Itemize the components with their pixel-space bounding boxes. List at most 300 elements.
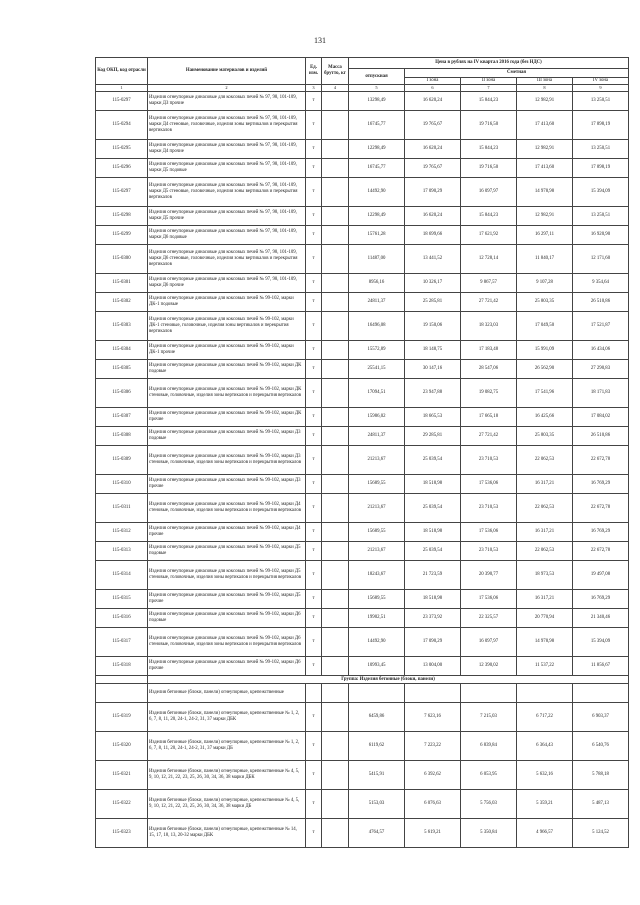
row-wholesale-price: 18243,67 bbox=[349, 561, 405, 590]
row-zone-4-price: 5 124,52 bbox=[573, 819, 629, 848]
row-name: Изделия огнеупорные динасовые для коксовых печей № 99-102, марки Д6 подовые bbox=[148, 609, 306, 628]
row-zone-1-price: 17 090,29 bbox=[405, 178, 461, 207]
table-row bbox=[96, 312, 629, 341]
col-index: 2 bbox=[148, 85, 306, 92]
row-mass bbox=[322, 523, 349, 542]
row-code: 115-0303 bbox=[96, 312, 148, 341]
row-zone-1-price: 23 947,88 bbox=[405, 379, 461, 408]
row-zone-1-price: 17 090,29 bbox=[405, 628, 461, 657]
table-row bbox=[96, 590, 629, 609]
row-mass bbox=[322, 159, 349, 178]
row-zone-1-price: 25 285,81 bbox=[405, 293, 461, 312]
row-code: 115-0308 bbox=[96, 427, 148, 446]
row-mass bbox=[322, 684, 349, 703]
row-code: 115-0311 bbox=[96, 494, 148, 523]
row-zone-1-price: 13 441,52 bbox=[405, 245, 461, 274]
table-row bbox=[96, 732, 629, 761]
row-mass bbox=[322, 178, 349, 207]
row-code: 115-0316 bbox=[96, 609, 148, 628]
row-code: 115-0315 bbox=[96, 590, 148, 609]
row-name: Изделия бетонные (блоки, панели) огнеупорные, крепежственные № 1, 2, 6, 7, 8, 11, 20, 24-1, 24-2, 31, 37 марки ДБ bbox=[148, 732, 306, 761]
row-name: Изделия огнеупорные динасовые для коксовых печей № 99-102, марки Д4 стеновые, головочные, изделия зоны вертикалов и перекрытия вертикалов bbox=[148, 494, 306, 523]
row-name: Изделия огнеупорные динасовые для коксовых печей № 97, 98, 101-109, марки Д5 прочие bbox=[148, 207, 306, 226]
row-wholesale-price: 4764,57 bbox=[349, 819, 405, 848]
row-zone-4-price: 15 394,09 bbox=[573, 178, 629, 207]
row-name: Изделия огнеупорные динасовые для коксовых печей № 97, 98, 101-109, марки Д6 прочие bbox=[148, 274, 306, 293]
row-code: 115-0299 bbox=[96, 226, 148, 245]
row-code: 115-0294 bbox=[96, 111, 148, 140]
table-row bbox=[96, 379, 629, 408]
table-body bbox=[96, 92, 629, 848]
row-name: Изделия огнеупорные динасовые для коксовых печей № 97, 98, 101-109, марки ДЗ прочие bbox=[148, 92, 306, 111]
row-zone-2-price: 6 053,95 bbox=[461, 761, 517, 790]
row-code: 115-0305 bbox=[96, 360, 148, 379]
row-zone-1-price: 25 039,54 bbox=[405, 542, 461, 561]
row-zone-1-price: 29 285,81 bbox=[405, 427, 461, 446]
col-index: 9 bbox=[573, 85, 629, 92]
header-zone-3: III зона bbox=[517, 78, 573, 85]
table-row bbox=[96, 360, 629, 379]
row-zone-2-price: 15 844,23 bbox=[461, 207, 517, 226]
row-unit: т bbox=[306, 293, 322, 312]
column-index-row bbox=[96, 85, 629, 92]
row-name: Изделия огнеупорные динасовые для коксовых печей № 99-102, марки ДК-1 прочие bbox=[148, 341, 306, 360]
row-name: Изделия огнеупорные динасовые для коксовых печей № 99-102, марки Д5 прочие bbox=[148, 590, 306, 609]
row-zone-2-price: 17 621,92 bbox=[461, 226, 517, 245]
row-wholesale-price: 6119,62 bbox=[349, 732, 405, 761]
row-zone-3-price: 17 541,96 bbox=[517, 379, 573, 408]
row-mass bbox=[322, 790, 349, 819]
row-mass bbox=[322, 628, 349, 657]
row-zone-4-price: 26 510,86 bbox=[573, 293, 629, 312]
row-name: Изделия огнеупорные динасовые для коксовых печей № 99-102, марки ДК-1 подовые bbox=[148, 293, 306, 312]
row-name: Изделия огнеупорные динасовые для коксовых печей № 99-102, марки Д3 прочие bbox=[148, 475, 306, 494]
row-mass bbox=[322, 819, 349, 848]
row-zone-2-price: 18 323,03 bbox=[461, 312, 517, 341]
row-mass bbox=[322, 657, 349, 676]
header-unit: Ед. изм. bbox=[306, 58, 322, 85]
price-table bbox=[95, 57, 629, 848]
row-zone-4-price: 5 788,18 bbox=[573, 761, 629, 790]
row-zone-3-price: 6 717,22 bbox=[517, 703, 573, 732]
row-zone-3-price: 14 978,98 bbox=[517, 178, 573, 207]
row-name: Изделия огнеупорные динасовые для коксовых печей № 99-102, марки ДК подовые bbox=[148, 360, 306, 379]
row-mass bbox=[322, 761, 349, 790]
table-row bbox=[96, 245, 629, 274]
row-code: 115-0318 bbox=[96, 657, 148, 676]
col-index: 7 bbox=[461, 85, 517, 92]
row-unit: т bbox=[306, 819, 322, 848]
row-mass bbox=[322, 408, 349, 427]
row-code: 115-0310 bbox=[96, 475, 148, 494]
row-code: 115-0301 bbox=[96, 274, 148, 293]
row-zone-1-price: 6 076,63 bbox=[405, 790, 461, 819]
row-zone-1-price: 16 620,24 bbox=[405, 140, 461, 159]
row-code: 115-0307 bbox=[96, 408, 148, 427]
row-zone-4-price: 6 903,37 bbox=[573, 703, 629, 732]
row-name: Изделия огнеупорные динасовые для коксовых печей № 99-102, марки ДК-1 стеновые, головочные, изделия зоны вертикалов и перекрытия вертикалов bbox=[148, 312, 306, 341]
row-unit: т bbox=[306, 207, 322, 226]
col-index: 1 bbox=[96, 85, 148, 92]
row-zone-2-price: 17 536,06 bbox=[461, 590, 517, 609]
row-zone-2-price: 17 536,06 bbox=[461, 523, 517, 542]
row-unit: т bbox=[306, 590, 322, 609]
table-row bbox=[96, 542, 629, 561]
row-code: 115-0298 bbox=[96, 207, 148, 226]
table-row bbox=[96, 226, 629, 245]
row-code: 115-0319 bbox=[96, 703, 148, 732]
table-row bbox=[96, 609, 629, 628]
row-zone-2-price: 17 665,18 bbox=[461, 408, 517, 427]
row-code bbox=[96, 684, 148, 703]
row-mass bbox=[322, 245, 349, 274]
table-row bbox=[96, 408, 629, 427]
row-zone-1-price: 7 623,16 bbox=[405, 703, 461, 732]
row-zone-2-price: 23 710,53 bbox=[461, 446, 517, 475]
row-zone-4-price: 15 394,09 bbox=[573, 628, 629, 657]
header-zone-1: I зона bbox=[405, 78, 461, 85]
table-row bbox=[96, 92, 629, 111]
table-row bbox=[96, 703, 629, 732]
row-unit: т bbox=[306, 761, 322, 790]
table-row bbox=[96, 159, 629, 178]
row-zone-4-price: 16 434,06 bbox=[573, 341, 629, 360]
row-unit: т bbox=[306, 475, 322, 494]
row-zone-3-price: 16 317,21 bbox=[517, 475, 573, 494]
row-unit: т bbox=[306, 379, 322, 408]
row-name: Изделия огнеупорные динасовые для коксовых печей № 99-102, марки Д6 прочие bbox=[148, 657, 306, 676]
row-mass bbox=[322, 703, 349, 732]
table-row bbox=[96, 684, 629, 703]
row-wholesale-price: 21213,67 bbox=[349, 446, 405, 475]
row-code: 115-0314 bbox=[96, 561, 148, 590]
row-zone-3-price: 16 425,66 bbox=[517, 408, 573, 427]
row-zone-2-price: 20 390,77 bbox=[461, 561, 517, 590]
row-code: 115-0323 bbox=[96, 819, 148, 848]
row-zone-4-price: 18 171,83 bbox=[573, 379, 629, 408]
row-unit: т bbox=[306, 159, 322, 178]
row-mass bbox=[322, 140, 349, 159]
table-row bbox=[96, 561, 629, 590]
row-zone-2-price: 16 097,97 bbox=[461, 178, 517, 207]
row-zone-1-price: 21 723,59 bbox=[405, 561, 461, 590]
row-unit: т bbox=[306, 274, 322, 293]
row-zone-2-price: 19 082,75 bbox=[461, 379, 517, 408]
table-row bbox=[96, 446, 629, 475]
row-unit: т bbox=[306, 111, 322, 140]
row-unit: т bbox=[306, 657, 322, 676]
row-wholesale-price: 15572,89 bbox=[349, 341, 405, 360]
row-zone-3-price: 22 062,53 bbox=[517, 494, 573, 523]
row-zone-3-price: 16 297,11 bbox=[517, 226, 573, 245]
row-wholesale-price: 17094,51 bbox=[349, 379, 405, 408]
row-wholesale-price: 19902,51 bbox=[349, 609, 405, 628]
row-zone-2-price: 12 390,02 bbox=[461, 657, 517, 676]
row-zone-3-price: 26 562,90 bbox=[517, 360, 573, 379]
table-row bbox=[96, 790, 629, 819]
row-zone-1-price: 18 699,66 bbox=[405, 226, 461, 245]
row-name: Изделия огнеупорные динасовые для коксовых печей № 99-102, марки Д5 стеновые, головочные, изделия зоны вертикалов и перекрытия вертикалов bbox=[148, 561, 306, 590]
row-zone-3-price: 4 966,57 bbox=[517, 819, 573, 848]
row-zone-3-price: 6 364,43 bbox=[517, 732, 573, 761]
col-index: 3 bbox=[306, 85, 322, 92]
row-zone-4-price: 19 497,08 bbox=[573, 561, 629, 590]
row-name: Изделия бетонные (блоки, панели) огнеупорные, крепежственные № 4, 5, 9, 10, 12, 21, 22, 23, 25, 26, 30, 34, 36, 38 марки ДБК bbox=[148, 761, 306, 790]
row-mass bbox=[322, 494, 349, 523]
row-unit: т bbox=[306, 427, 322, 446]
row-wholesale-price: 15986,02 bbox=[349, 408, 405, 427]
row-zone-1-price: 10 326,17 bbox=[405, 274, 461, 293]
row-mass bbox=[322, 312, 349, 341]
row-zone-3-price: 18 973,53 bbox=[517, 561, 573, 590]
row-code: 115-0297 bbox=[96, 92, 148, 111]
row-name: Изделия огнеупорные динасовые для коксовых печей № 99-102, марки Д3 подовые bbox=[148, 427, 306, 446]
row-unit: т bbox=[306, 494, 322, 523]
row-zone-1-price: 25 039,54 bbox=[405, 446, 461, 475]
row-code: 115-0313 bbox=[96, 542, 148, 561]
header-zone-2: II зона bbox=[461, 78, 517, 85]
row-mass bbox=[322, 111, 349, 140]
row-zone-3-price: 12 982,91 bbox=[517, 207, 573, 226]
row-zone-1-price: 18 518,98 bbox=[405, 475, 461, 494]
row-unit: т bbox=[306, 703, 322, 732]
row-wholesale-price: 8956,16 bbox=[349, 274, 405, 293]
row-wholesale-price: 5153,03 bbox=[349, 790, 405, 819]
row-zone-4-price: 22 672,78 bbox=[573, 494, 629, 523]
row-zone-2-price: 7 215,03 bbox=[461, 703, 517, 732]
row-zone-4-price: 22 672,78 bbox=[573, 542, 629, 561]
row-unit: т bbox=[306, 790, 322, 819]
row-zone-4-price: 22 672,78 bbox=[573, 446, 629, 475]
table-row bbox=[96, 178, 629, 207]
row-code: 115-0296 bbox=[96, 159, 148, 178]
page-number: 131 bbox=[314, 36, 326, 45]
row-wholesale-price: 6459,86 bbox=[349, 703, 405, 732]
row-zone-1-price: 5 619,21 bbox=[405, 819, 461, 848]
row-wholesale-price: 5415,91 bbox=[349, 761, 405, 790]
row-unit: т bbox=[306, 628, 322, 657]
group-row bbox=[96, 676, 629, 684]
row-unit: т bbox=[306, 408, 322, 427]
row-zone-1-price: 18 518,98 bbox=[405, 590, 461, 609]
row-unit: т bbox=[306, 178, 322, 207]
row-zone-4-price: 27 290,83 bbox=[573, 360, 629, 379]
row-code: 115-0312 bbox=[96, 523, 148, 542]
row-wholesale-price: 12298,49 bbox=[349, 140, 405, 159]
row-zone-3-price: 12 982,91 bbox=[517, 92, 573, 111]
row-name: Изделия огнеупорные динасовые для коксовых печей № 99-102, марки ДК стеновые, головочные, изделия зоны вертикалов и перекрытия вертикалов bbox=[148, 379, 306, 408]
row-zone-2-price: 17 536,06 bbox=[461, 475, 517, 494]
row-mass bbox=[322, 609, 349, 628]
row-zone-2-price: 27 721,42 bbox=[461, 427, 517, 446]
row-zone-3-price: 5 632,16 bbox=[517, 761, 573, 790]
row-zone-3-price: 11 537,22 bbox=[517, 657, 573, 676]
row-zone-1-price: 30 147,16 bbox=[405, 360, 461, 379]
table-row bbox=[96, 207, 629, 226]
row-wholesale-price: 14492,90 bbox=[349, 628, 405, 657]
row-code: 115-0317 bbox=[96, 628, 148, 657]
row-code: 115-0300 bbox=[96, 245, 148, 274]
row-wholesale-price: 16496,08 bbox=[349, 312, 405, 341]
row-zone-2-price: 22 325,57 bbox=[461, 609, 517, 628]
row-code: 115-0297 bbox=[96, 178, 148, 207]
table-row bbox=[96, 111, 629, 140]
row-zone-4-price: 16 769,29 bbox=[573, 590, 629, 609]
row-code: 115-0302 bbox=[96, 293, 148, 312]
row-zone-3-price: 22 062,53 bbox=[517, 446, 573, 475]
row-zone-3-price: 14 978,98 bbox=[517, 628, 573, 657]
row-zone-4-price: 17 898,19 bbox=[573, 159, 629, 178]
row-mass bbox=[322, 360, 349, 379]
header-code: Код ОКП, код отрасли bbox=[96, 58, 148, 85]
row-zone-4-price: 16 769,29 bbox=[573, 475, 629, 494]
header-zone-4: IV зона bbox=[573, 78, 629, 85]
row-name: Изделия огнеупорные динасовые для коксовых печей № 97, 98, 101-109, марки Д4 прочие bbox=[148, 140, 306, 159]
row-zone-2-price: 23 710,53 bbox=[461, 542, 517, 561]
col-index: 4 bbox=[322, 85, 349, 92]
row-mass bbox=[322, 475, 349, 494]
col-index: 5 bbox=[349, 85, 405, 92]
row-unit: т bbox=[306, 609, 322, 628]
row-wholesale-price: 21213,67 bbox=[349, 494, 405, 523]
header-wholesale: отпускная bbox=[349, 69, 405, 85]
row-zone-1-price: 16 620,24 bbox=[405, 207, 461, 226]
row-zone-1-price: 19 765,67 bbox=[405, 111, 461, 140]
row-zone-4-price: 9 354,64 bbox=[573, 274, 629, 293]
row-code: 115-0321 bbox=[96, 761, 148, 790]
row-wholesale-price: 16745,77 bbox=[349, 159, 405, 178]
row-unit: т bbox=[306, 226, 322, 245]
row-zone-4-price: 17 084,02 bbox=[573, 408, 629, 427]
row-zone-4-price: 16 920,90 bbox=[573, 226, 629, 245]
row-zone-4-price: 13 250,51 bbox=[573, 92, 629, 111]
row-mass bbox=[322, 293, 349, 312]
row-mass bbox=[322, 590, 349, 609]
row-name: Изделия огнеупорные динасовые для коксовых печей № 97, 98, 101-109, марки Д6 стеновые, головочные, изделия зоны вертикалов и перекрытия вертикалов bbox=[148, 245, 306, 274]
row-zone-3-price: 25 803,35 bbox=[517, 293, 573, 312]
row-unit bbox=[306, 684, 322, 703]
row-wholesale-price: 15761,28 bbox=[349, 226, 405, 245]
row-wholesale-price: 15689,55 bbox=[349, 475, 405, 494]
row-zone-4-price: 21 340,46 bbox=[573, 609, 629, 628]
row-name: Изделия бетонные (блоки, панели) огнеупорные, крепежственные bbox=[148, 684, 306, 703]
row-mass bbox=[322, 226, 349, 245]
row-name: Изделия огнеупорные динасовые для коксовых печей № 97, 98, 101-109, марки Д5 стеновые, головочные, изделия зоны вертикалов и перекрытия вертикалов bbox=[148, 178, 306, 207]
row-code: 115-0304 bbox=[96, 341, 148, 360]
row-wholesale-price: 12298,49 bbox=[349, 207, 405, 226]
row-zone-3-price: 16 317,21 bbox=[517, 590, 573, 609]
row-wholesale-price: 24811,37 bbox=[349, 427, 405, 446]
row-code: 115-0320 bbox=[96, 732, 148, 761]
row-zone-3-price: 17 413,60 bbox=[517, 111, 573, 140]
row-name: Изделия огнеупорные динасовые для коксовых печей № 99-102, марки Д4 прочие bbox=[148, 523, 306, 542]
row-zone-4-price: 13 250,51 bbox=[573, 140, 629, 159]
row-wholesale-price: 14492,90 bbox=[349, 178, 405, 207]
row-unit: т bbox=[306, 312, 322, 341]
col-index: 8 bbox=[517, 85, 573, 92]
row-zone-3-price: 22 062,53 bbox=[517, 542, 573, 561]
row-code: 115-0309 bbox=[96, 446, 148, 475]
row-zone-2-price: 12 728,14 bbox=[461, 245, 517, 274]
row-zone-1-price: 18 665,53 bbox=[405, 408, 461, 427]
row-mass bbox=[322, 92, 349, 111]
row-name: Изделия бетонные (блоки, панели) огнеупорные, крепежственные № 4, 5, 9, 10, 12, 21, 22, 23, 25, 26, 30, 34, 36, 38 марки ДБ bbox=[148, 790, 306, 819]
row-mass bbox=[322, 427, 349, 446]
row-name: Изделия огнеупорные динасовые для коксовых печей № 99-102, марки Д6 стеновые, головочные, изделия зоны вертикалов и перекрытия вертикалов bbox=[148, 628, 306, 657]
row-unit: т bbox=[306, 140, 322, 159]
row-name: Изделия огнеупорные динасовые для коксовых печей № 99-102, марки ДК прочие bbox=[148, 408, 306, 427]
row-unit: т bbox=[306, 542, 322, 561]
row-zone-1-price bbox=[405, 684, 461, 703]
row-mass bbox=[322, 732, 349, 761]
row-unit: т bbox=[306, 245, 322, 274]
table-row bbox=[96, 293, 629, 312]
row-wholesale-price: 21213,67 bbox=[349, 542, 405, 561]
row-zone-3-price: 12 982,91 bbox=[517, 140, 573, 159]
header-name: Наименование материалов и изделий bbox=[148, 58, 306, 85]
row-zone-2-price: 17 183,48 bbox=[461, 341, 517, 360]
row-zone-3-price: 15 991,09 bbox=[517, 341, 573, 360]
row-zone-3-price: 20 770,94 bbox=[517, 609, 573, 628]
header-mass: Масса брутто, кг bbox=[322, 58, 349, 85]
row-mass bbox=[322, 379, 349, 408]
row-unit: т bbox=[306, 523, 322, 542]
row-code: 115-0295 bbox=[96, 140, 148, 159]
table-row bbox=[96, 475, 629, 494]
row-wholesale-price: 15689,55 bbox=[349, 590, 405, 609]
row-zone-1-price: 16 620,24 bbox=[405, 92, 461, 111]
row-zone-2-price: 16 097,97 bbox=[461, 628, 517, 657]
row-zone-2-price: 28 547,06 bbox=[461, 360, 517, 379]
header-price-group: Цена в рублях на IV квартал 2016 года (без НДС) bbox=[349, 58, 629, 69]
table-row bbox=[96, 341, 629, 360]
row-name: Изделия огнеупорные динасовые для коксовых печей № 97, 98, 101-109, марки Д6 подовые bbox=[148, 226, 306, 245]
row-unit: т bbox=[306, 341, 322, 360]
row-zone-4-price: 16 769,29 bbox=[573, 523, 629, 542]
row-wholesale-price: 13298,49 bbox=[349, 92, 405, 111]
row-unit: т bbox=[306, 360, 322, 379]
row-mass bbox=[322, 561, 349, 590]
row-zone-3-price: 16 317,21 bbox=[517, 523, 573, 542]
row-name: Изделия огнеупорные динасовые для коксовых печей № 97, 98, 101-109, марки Д5 подовые bbox=[148, 159, 306, 178]
row-zone-1-price: 18 148,75 bbox=[405, 341, 461, 360]
row-zone-2-price: 19 716,50 bbox=[461, 159, 517, 178]
row-wholesale-price: 15689,55 bbox=[349, 523, 405, 542]
row-name: Изделия огнеупорные динасовые для коксовых печей № 99-102, марки Д3 стеновые, головочные, изделия зоны вертикалов и перекрытия вертикалов bbox=[148, 446, 306, 475]
row-zone-1-price: 23 373,92 bbox=[405, 609, 461, 628]
col-index: 6 bbox=[405, 85, 461, 92]
row-zone-4-price bbox=[573, 684, 629, 703]
row-zone-3-price: 5 359,21 bbox=[517, 790, 573, 819]
row-zone-1-price: 6 392,62 bbox=[405, 761, 461, 790]
table-row bbox=[96, 140, 629, 159]
row-zone-3-price: 17 049,50 bbox=[517, 312, 573, 341]
row-zone-2-price: 9 867,57 bbox=[461, 274, 517, 293]
row-zone-1-price: 25 039,54 bbox=[405, 494, 461, 523]
table-row bbox=[96, 494, 629, 523]
table-row bbox=[96, 819, 629, 848]
table-row bbox=[96, 657, 629, 676]
row-unit: т bbox=[306, 92, 322, 111]
row-wholesale-price: 16745,77 bbox=[349, 111, 405, 140]
row-zone-4-price: 13 250,51 bbox=[573, 207, 629, 226]
row-zone-1-price: 18 518,98 bbox=[405, 523, 461, 542]
row-zone-4-price: 17 898,19 bbox=[573, 111, 629, 140]
row-zone-3-price: 17 413,60 bbox=[517, 159, 573, 178]
table-row bbox=[96, 427, 629, 446]
row-zone-4-price: 5 487,13 bbox=[573, 790, 629, 819]
row-wholesale-price: 11487,00 bbox=[349, 245, 405, 274]
